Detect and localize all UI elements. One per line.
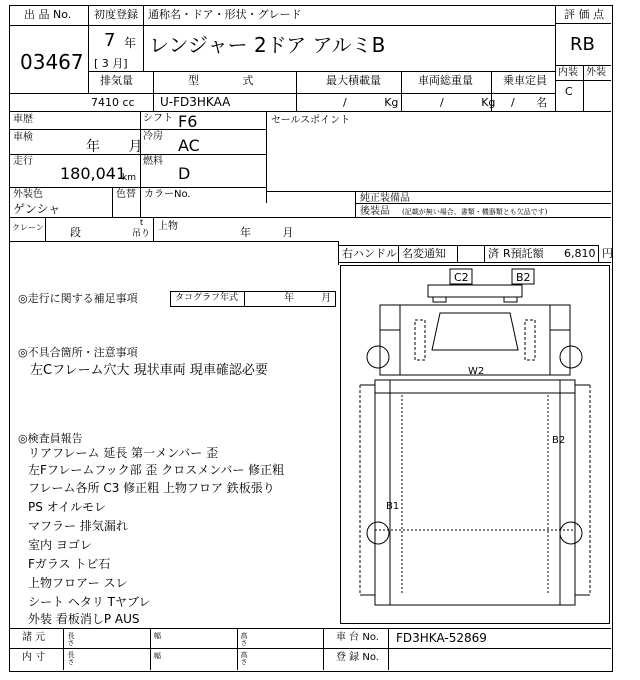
model-value: U-FD3HKAA bbox=[160, 95, 231, 109]
report-line: シート ヘタリ Tヤブレ bbox=[28, 595, 151, 609]
mark-b2-right: B2 bbox=[552, 435, 566, 446]
truck-damage-diagram bbox=[340, 265, 610, 625]
fuel-value: D bbox=[178, 164, 191, 183]
defects-title: ◎不具合箇所・注意事項 bbox=[18, 346, 138, 359]
displacement-label: 排気量 bbox=[100, 74, 133, 87]
recycle-amount: 6,810 bbox=[564, 247, 596, 260]
exterior-label: 外装 bbox=[586, 67, 606, 78]
report-line: 外装 看板消しP AUS bbox=[28, 612, 140, 626]
width-label-inner: 幅 bbox=[154, 652, 161, 660]
drive-side: 右ハンドル bbox=[342, 247, 397, 260]
inner-dims-label: 内 寸 bbox=[22, 652, 46, 663]
car-name: レンジャー 2ドア アルミB bbox=[149, 33, 386, 57]
fuel-label: 燃料 bbox=[143, 156, 163, 167]
crane-t: t bbox=[140, 218, 144, 227]
interior-label: 内装 bbox=[558, 67, 578, 78]
aircon-value: AC bbox=[178, 136, 200, 155]
mark-w2: W2 bbox=[468, 366, 485, 377]
mileage-value: 180,041 bbox=[60, 164, 127, 183]
crane-hang: 吊り bbox=[132, 229, 151, 239]
lot-label: 出 品 No. bbox=[24, 8, 72, 21]
overall-grade: RB bbox=[570, 34, 595, 55]
ext-color-label: 外装色 bbox=[13, 189, 43, 200]
shift-value: F6 bbox=[178, 112, 198, 131]
length-label: 長さ bbox=[67, 632, 75, 646]
report-line: 左Fフレームフック部 歪 クロスメンバー 修正粗 bbox=[28, 463, 285, 477]
driving-notes-title: ◎走行に関する補足事項 bbox=[18, 292, 138, 305]
gross-weight-label: 車両総重量 bbox=[418, 74, 473, 87]
first-reg-label: 初度登録 bbox=[94, 8, 138, 21]
color-change-label: 色替 bbox=[116, 189, 136, 200]
capacity-label: 乗車定員 bbox=[503, 74, 547, 87]
max-load-value: / Kg bbox=[343, 96, 399, 109]
width-label: 幅 bbox=[154, 632, 161, 640]
dims-label: 諸 元 bbox=[22, 632, 46, 643]
max-load-label: 最大積載量 bbox=[326, 74, 381, 87]
crane-label: クレーン bbox=[12, 223, 44, 232]
tachograph-value: 年 月 bbox=[284, 293, 332, 304]
report-line: 室内 ヨゴレ bbox=[28, 538, 92, 552]
color-no-label: カラーNo. bbox=[144, 189, 191, 200]
mileage-unit: km bbox=[122, 173, 136, 183]
interior-grade: C bbox=[565, 85, 573, 98]
registration-label: 登 録 No. bbox=[336, 652, 379, 663]
ext-color-value: ゲンシャ bbox=[13, 202, 61, 216]
inspection-value: 年 月 bbox=[86, 139, 143, 155]
first-reg-year: 7 bbox=[104, 30, 116, 51]
chassis-number: FD3HKA-52869 bbox=[396, 631, 487, 645]
lot-number: 03467 bbox=[20, 50, 84, 74]
shift-label: シフト bbox=[143, 113, 173, 124]
selling-points-label: セールスポイント bbox=[271, 115, 351, 126]
displacement-value: 7410 cc bbox=[91, 96, 135, 109]
inspection-label: 車検 bbox=[13, 132, 33, 143]
mileage-label: 走行 bbox=[13, 156, 33, 167]
history-label: 車歴 bbox=[13, 114, 33, 125]
recycle-unit: 円 bbox=[602, 247, 613, 260]
report-line: PS オイルモレ bbox=[28, 500, 107, 514]
model-label: 型 式 bbox=[188, 74, 274, 87]
length-label-inner: 長さ bbox=[67, 651, 75, 665]
report-line: リアフレーム 延長 第一メンバー 歪 bbox=[28, 446, 219, 460]
height-label-inner: 高さ bbox=[240, 651, 248, 665]
chassis-label: 車 台 No. bbox=[336, 632, 379, 643]
name-change-mark: 済 bbox=[488, 247, 499, 260]
height-label: 高さ bbox=[240, 632, 248, 646]
report-line: フレーム各所 C3 修正粗 上物フロア 鉄板張り bbox=[28, 481, 275, 495]
aftermarket-label: 後装品 bbox=[360, 206, 390, 217]
upper-label: 上物 bbox=[158, 221, 178, 232]
first-reg-month: [ 3 月] bbox=[94, 57, 128, 70]
report-line: 上物フロアー スレ bbox=[28, 576, 128, 590]
car-name-label: 通称名・ドア・形状・グレード bbox=[148, 8, 302, 21]
capacity-value: / 名 bbox=[511, 96, 548, 109]
inspector-title: ◎検査員報告 bbox=[18, 432, 83, 445]
tachograph-label: タコグラフ年式 bbox=[175, 293, 239, 303]
name-change-label: 名変通知 bbox=[402, 247, 446, 260]
crane-stage: 段 bbox=[70, 226, 81, 239]
mark-b2-top: B2 bbox=[516, 271, 531, 284]
defects-text: 左Cフレーム穴大 現状車両 現車確認必要 bbox=[30, 363, 268, 378]
gross-weight-value: / Kg bbox=[440, 96, 496, 109]
mark-b1: B1 bbox=[386, 501, 400, 512]
upper-value: 年 月 bbox=[240, 226, 294, 239]
year-unit: 年 bbox=[124, 36, 137, 50]
aircon-label: 冷房 bbox=[143, 131, 163, 142]
genuine-equipment-label: 純正装備品 bbox=[360, 193, 410, 204]
report-line: マフラー 排気漏れ bbox=[28, 519, 128, 533]
aftermarket-note: (記載が無い場合、書類・機器類とも欠品です) bbox=[402, 208, 548, 216]
recycle-label: R預託額 bbox=[503, 247, 544, 260]
report-line: Fガラス トビ石 bbox=[28, 557, 111, 571]
grade-label: 評 価 点 bbox=[564, 8, 604, 21]
mark-c2: C2 bbox=[454, 271, 469, 284]
